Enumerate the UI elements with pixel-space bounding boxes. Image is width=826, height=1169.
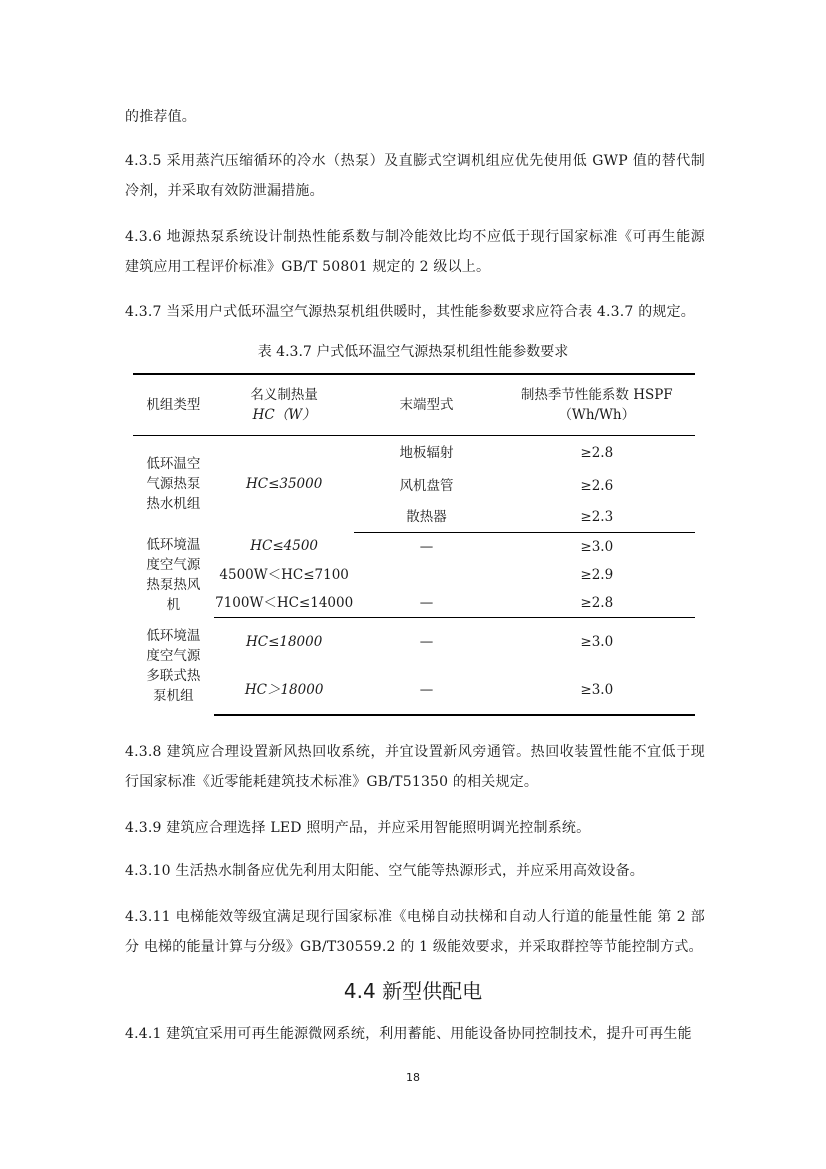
table-row — [133, 617, 695, 666]
hspf-cell: ≥2.8 — [580, 444, 614, 461]
terminal-cell: 散热器 — [354, 502, 498, 533]
clause-4-3-9: 4.3.9 建筑应合理选择 LED 照明产品，并应采用智能照明调光控制系统。 — [125, 820, 591, 836]
performance-table — [133, 373, 695, 716]
hspf-cell: ≥3.0 — [580, 538, 614, 555]
capacity-cell: HC＞18000 — [214, 666, 355, 715]
hspf-cell: ≥3.0 — [580, 633, 614, 650]
hspf-cell: ≥2.9 — [580, 566, 614, 583]
clause-4-3-10: 4.3.10 生活热水制备应优先利用太阳能、空气能等热源形式，并应采用高效设备。 — [125, 863, 644, 879]
hspf-cell: ≥2.3 — [499, 502, 695, 533]
terminal-cell: — — [354, 589, 498, 618]
table-row — [133, 436, 695, 470]
clause-4-3-6: 4.3.6 地源热泵系统设计制热性能系数与制冷能效比均不应低于现行国家标准《可再生能源建筑应用工程评价标准》GB/T 50801 规定的 2 级以上。 — [125, 229, 705, 275]
table-row — [133, 589, 695, 618]
unit-type-cell: 低环境温度空气源多联式热泵机组 — [146, 627, 201, 704]
table-row — [133, 666, 695, 715]
capacity-cell: HC≤18000 — [245, 633, 323, 650]
paragraph-continued: 的推荐值。 — [125, 109, 196, 125]
terminal-cell — [354, 561, 498, 589]
capacity-cell: 7100W＜HC≤14000 — [214, 589, 355, 618]
capacity-cell: HC≤35000 — [245, 476, 323, 492]
unit-type-cell: 低环温空气源热泵热水机组 — [146, 456, 201, 512]
table-caption: 表 4.3.7 户式低环温空气源热泵机组性能参数要求 — [257, 344, 569, 360]
table-row — [133, 532, 695, 561]
capacity-cell: HC≤4500 — [250, 538, 319, 555]
clause-4-4-1: 4.4.1 建筑宜采用可再生能源微网系统，利用蓄能、用能设备协同控制技术，提升可再生能 — [125, 1026, 692, 1042]
clause-4-3-11: 4.3.11 电梯能效等级宜满足现行国家标准《电梯自动扶梯和自动人行道的能量性能 第 2 部分 电梯的能量计算与分级》GB/T30559.2 的 1 级能效要求，并采取群控等节能控制方式。 — [125, 909, 705, 955]
terminal-cell: — — [354, 666, 498, 715]
hspf-cell: ≥3.0 — [499, 666, 695, 715]
clause-4-3-7: 4.3.7 当采用户式低环温空气源热泵机组供暖时，其性能参数要求应符合表 4.3.7 的规定。 — [125, 304, 695, 320]
header-terminal: 末端型式 — [354, 374, 498, 436]
header-capacity-line1: 名义制热量 — [250, 387, 318, 403]
terminal-cell: 地板辐射 — [399, 444, 454, 461]
page-number: 18 — [406, 1071, 420, 1084]
unit-type-cell: 低环境温度空气源热泵热风机 — [146, 536, 201, 613]
clause-4-3-5: 4.3.5 采用蒸汽压缩循环的冷水（热泵）及直膨式空调机组应优先使用低 GWP 值的替代制冷剂，并采取有效防泄漏措施。 — [125, 153, 705, 199]
terminal-cell: 风机盘管 — [399, 477, 454, 494]
table-header-row — [133, 374, 695, 436]
header-capacity — [214, 374, 355, 436]
clause-4-3-8: 4.3.8 建筑应合理设置新风热回收系统，并宜设置新风旁通管。热回收装置性能不宜低于现行国家标准《近零能耗建筑技术标准》GB/T51350 的相关规定。 — [125, 744, 705, 790]
header-hspf — [499, 374, 695, 436]
header-unit-type: 机组类型 — [133, 374, 214, 436]
hspf-cell: ≥2.8 — [499, 589, 695, 618]
header-hspf-line1: 制热季节性能系数 HSPF — [520, 387, 673, 403]
terminal-cell: — — [419, 538, 434, 555]
terminal-cell: — — [419, 633, 434, 650]
header-capacity-line2: HC（W） — [252, 407, 316, 423]
header-hspf-line2: （Wh/Wh） — [558, 407, 636, 423]
hspf-cell: ≥2.6 — [580, 477, 614, 494]
capacity-cell: 4500W＜HC≤7100 — [219, 566, 349, 583]
section-title: 4.4 新型供配电 — [343, 979, 483, 1003]
table-row — [133, 561, 695, 589]
